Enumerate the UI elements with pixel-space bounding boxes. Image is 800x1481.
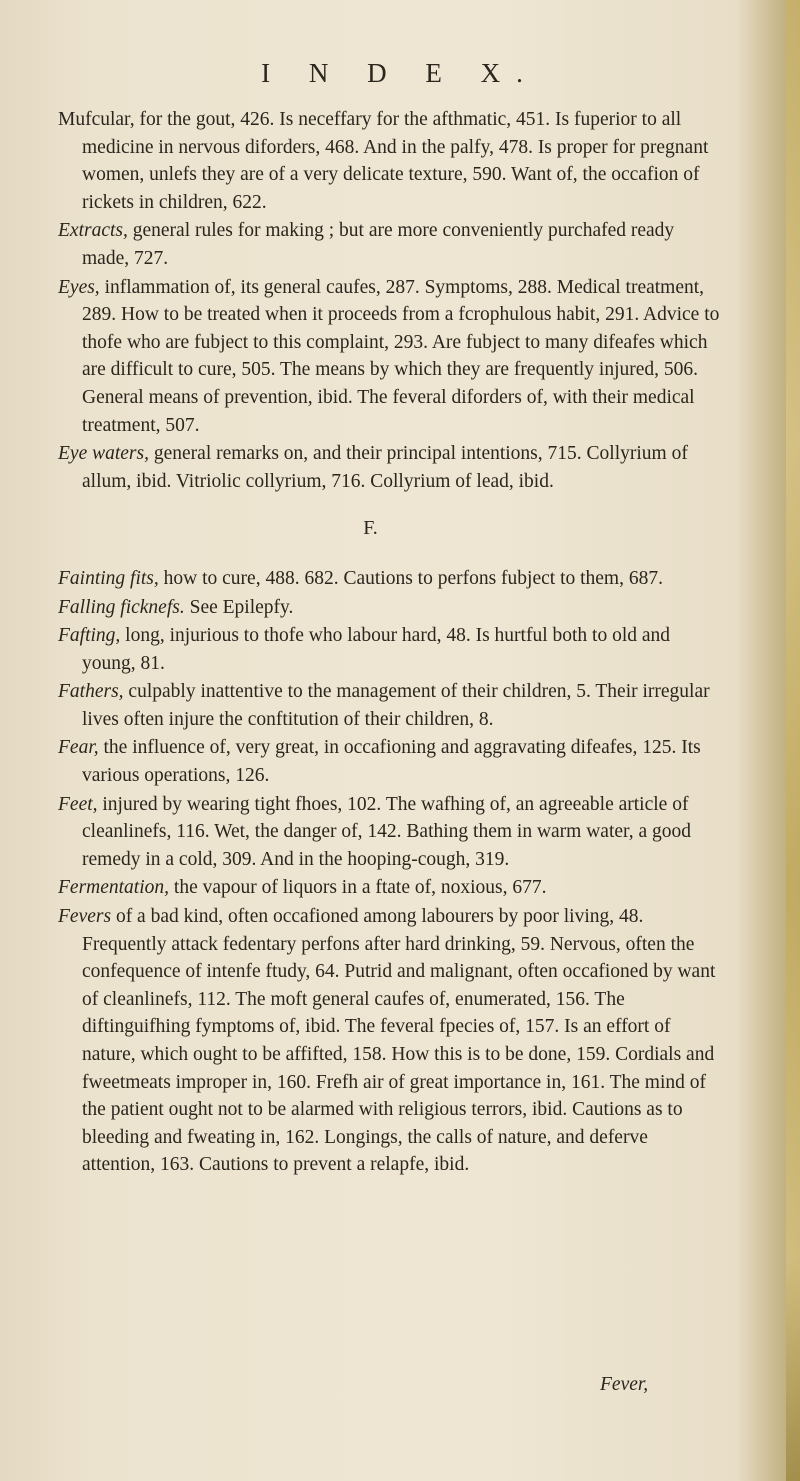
entry-body: how to cure, 488. 682. Cautions to perfons fubject to them, 687. <box>158 567 663 589</box>
entry-term: Fear, <box>58 737 99 759</box>
index-entry <box>58 594 723 622</box>
index-entry <box>58 217 723 272</box>
index-entry <box>58 874 723 902</box>
index-entry <box>58 734 723 789</box>
entry-term: Extracts, <box>58 220 128 242</box>
entry-term: Fevers <box>58 906 112 928</box>
index-entry <box>58 106 723 216</box>
section-letter: F. <box>363 517 378 540</box>
entry-body: the vapour of liquors in a ftate of, noxious, 677. <box>169 877 547 899</box>
entry-body: inflammation of, its general caufes, 287. Symptoms, 288. Medical treatment, 289. How to be treated when it proceeds from a fcrophulous habit, 291. Advice to thofe who are fubject to this complaint, 293. Are fubject to many difeafes which are difficult to cure, 505. The means by which they are frequently injured, 506. General means of prevention, ibid. The feveral diforders of, with their medical treatment, 507. <box>82 276 720 436</box>
index-entry <box>58 791 723 874</box>
entry-body: of a bad kind, often occafioned among labourers by poor living, 48. Frequently attack fedentary perfons after hard drinking, 59. Nervous, often the confequence of intenfe ftudy, 64. Putrid and malignant, often occafioned by want of cleanlinefs, 112. The moft general caufes of, enumerated, 156. The diftinguifhing fymptoms of, ibid. The feveral fpecies of, 157. Is an effort of nature, which ought to be affifted, 158. How this is to be done, 159. Cordials and fweetmeats improper in, 160. Frefh air of great importance in, 161. The mind of the patient ought not to be alarmed with religious terrors, ibid. Cautions as to bleeding and fweating in, 162. Longings, the calls of nature, and deferve attention, 163. Cautions to prevent a relapfe, ibid. <box>82 906 716 1176</box>
entry-body: injured by wearing tight fhoes, 102. The wafhing of, an agreeable article of cleanlinefs, 116. Wet, the danger of, 142. Bathing them in warm water, a good remedy in a cold, 309. And in the hooping-cough, 319. <box>82 793 692 870</box>
entry-body: culpably inattentive to the management of their children, 5. Their irregular lives often injure the conftitution of their children, 8. <box>82 681 710 730</box>
entry-term: Eyes, <box>58 276 100 298</box>
entry-body: general remarks on, and their principal intentions, 715. Collyrium of allum, ibid. Vitriolic collyrium, 716. Collyrium of lead, ibid. <box>82 443 688 492</box>
entry-term: Feet, <box>58 793 98 815</box>
index-entry <box>58 622 723 677</box>
catchword: Fever, <box>600 1374 649 1395</box>
entry-term: Falling ficknefs. <box>58 596 185 618</box>
entry-term: Fafting, <box>58 625 121 647</box>
entry-body: Mufcular, for the gout, 426. Is neceffary for the afthmatic, 451. Is fuperior to all medicine in nervous diforders, 468. And in the palfy, 478. Is proper for pregnant women, unlefs they are of a very delicate texture, 590. Want of, the occafion of rickets in children, 622. <box>58 109 709 213</box>
index-entry <box>58 565 723 593</box>
index-entry <box>58 274 723 440</box>
index-header: I N D E X. <box>261 58 539 88</box>
entry-body: the influence of, very great, in occafioning and aggravating difeafes, 125. Its various operations, 126. <box>82 737 701 787</box>
index-entry <box>58 903 723 1179</box>
entry-term: Fathers, <box>58 681 124 703</box>
entry-body: See Epilepfy. <box>184 596 294 618</box>
entry-term: Fermentation, <box>58 877 170 899</box>
index-entry <box>58 440 723 495</box>
entry-body: general rules for making ; but are more conveniently purchafed ready made, 727. <box>82 220 675 269</box>
page-edge <box>786 0 800 1481</box>
entry-term: Fainting fits, <box>58 567 159 589</box>
entry-term: Eye waters, <box>58 443 149 465</box>
entry-body: long, injurious to thofe who labour hard, 48. Is hurtful both to old and young, 81. <box>82 625 671 674</box>
index-body <box>58 106 723 1179</box>
index-entry <box>58 678 723 733</box>
